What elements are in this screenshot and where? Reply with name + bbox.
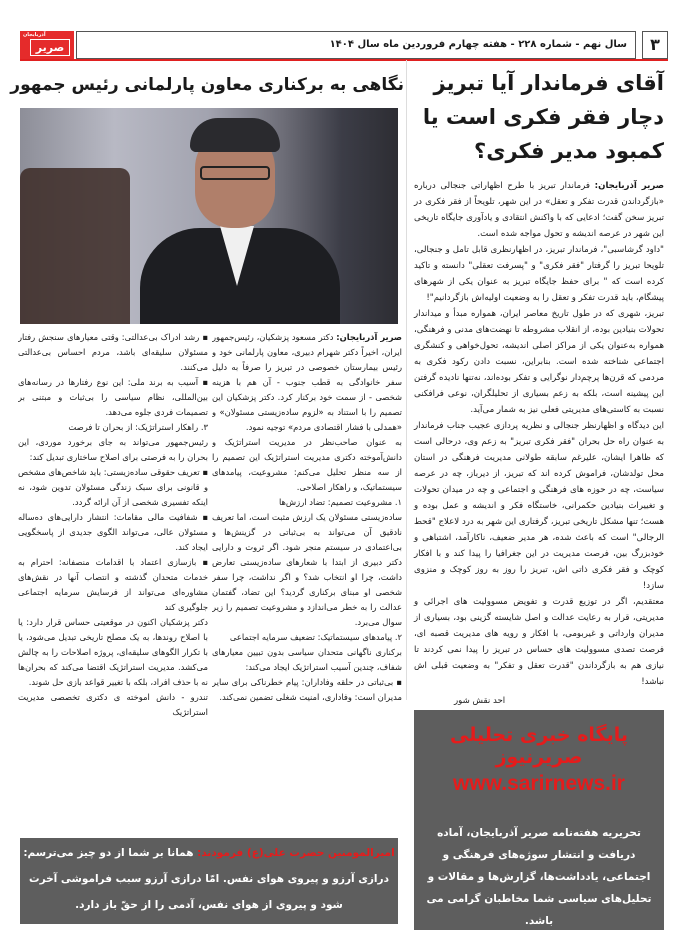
hair-shape: [190, 118, 280, 152]
logo-text: صریر: [30, 39, 70, 56]
paragraph: برکناری ناگهانی متحدان سیاسی بدون تبیین معیارهای شفاف، چندین آسیب استراتژیک ایجاد می‌کند:: [212, 647, 402, 672]
promo-title: پایگاه خبری تحلیلی صریرنیوز: [449, 724, 629, 768]
paragraph: به عنوان صاحب‌نظر در مدیریت استراتژیک و دانش‌آموخته دکتری مدیریت استراتژیک این تصمیم را از سه منظر تحلیل می‌کنم: مشروعیت، پیامدهای سیستماتیک، و راهکار اصلاحی.: [212, 437, 402, 492]
bullet-item: ▪ تعریف حقوقی ساده‌زیستی: باید شاخص‌های مشخص و قانونی برای سبک زندگی مسئولان تدوین شود، نه اینکه تفسیری شخصی از آن ارائه گردد.: [18, 467, 208, 507]
paragraph: تبریز، شهری که در طول تاریخ معاصر ایران، همواره مبدأ و میداندار تحولات بنیادین بوده، از انقلاب مشروطه تا نهضت‌های مدنی و فرهنگی، همواره به‌عنوان یکی از مراکز اصلی اندیشه، تحول‌خواهی و کنشگری اجتماعی شناخته شده است. بنابراین، نسبت دادن رکود فکری به مردمی که قرن‌ها پرچم‌دار نوگرایی و تفکر بوده‌اند، نه‌تنها نادیده گرفتن این پیشینه است، بلکه به زعم بسیاری از تحلیلگران، نوعی فرافکنی نسبت به کاستی‌های مدیریتی فعلی نیز به شمار می‌آید.: [414, 309, 664, 415]
quote-text: همانا بر شما از دو چیز می‌ترسم: درازی آرزو و پیروی هوای نفس. امّا درازی آرزو سبب فراموشی آخرت شود و پیروی از هوای نفس، آدمی را از حقّ باز دارد.: [23, 847, 389, 911]
bullet-item: ▪ آسیب به برند ملی: این نوع رفتارها در رسانه‌های بین‌المللی، نظام سیاسی را بی‌ثبات و مبتنی بر تصمیمات فردی جلوه می‌دهد.: [18, 377, 208, 417]
newspaper-logo: [20, 31, 74, 59]
issue-info: سال نهم - شماره ۲۲۸ - هفته چهارم فروردین ماه سال ۱۴۰۴: [76, 31, 636, 59]
page-header: [20, 31, 668, 61]
promo-box: [414, 710, 664, 930]
paragraph: فرماندار تبریز با طرح اظهاراتی جنجالی درباره «بازگرداندن قدرت تفکر و تعقل» در این شهر، تلویحاً از فقر فکری در تبریز سخن گفت؛ ادعایی که با واکنش انتقادی و یادآوری جایگاه تاریخی این شهر در عرصه اندیشه و تحول مواجه شده است.: [414, 181, 664, 239]
section-heading: ۱. مشروعیت تصمیم: تضاد ارزش‌ها: [278, 497, 402, 507]
paragraph: معتقدیم، اگر در توزیع قدرت و تفویض مسوولیت های اجرائی و مدیریتی، قرار به رعایت عدالت و اصل شایسته گزینی بود، بسیاری از مدیران وارداتی و غیربومی، با افکار و رویه های مدیریت قصبه ای، فرصت تصدی مسوولیت های حساس در تبریز را پیدا نمی کردند تا نیازی هم به بازگرداندن "قدرت تعقل و تفکر" به وضعیت قبلی اش نباشد!: [414, 597, 664, 687]
section-heading: ۳. راهکار استراتژیک: از بحران تا فرصت: [68, 422, 208, 432]
logo-subtext: آذربایجان: [23, 32, 46, 38]
paragraph: این دیدگاه و اظهارنظر جنجالی و نظریه پردازی عجیب جناب فرماندار به عنوان راه حل بحران "فقر فکری تبریز" به زعم وی، درحالی است که ظاهرا ایشان، علیرغم سابقه طولانی مدیریت فرهنگی در استان محل تولدشان، فراموش کرده اند که تبریز، از دیرباز، چه در عرصه سیاست، چه در حوزه های فرهنگی و اجتماعی و چه در میدان تحولات و تغییرات بنیادین حکمرانی، خاستگاه فکر و اندیشه و عمل بوده و هست؛ تنها مشکل تاریخی تبریز، گرفتاری این شهر به درد لاعلاج "قحط الرجالی" است که باعث شده، هر مدیر ضعیف، ناکارآمد، اشتباهی و خودبزرگ بین، فرصت مدیریت در این جغرافیا را پیدا کند و با افکار کوچک و فقر فکری ذاتی اش، تبریز را روز به روز کوچک و منزوی سازد!: [414, 421, 664, 591]
paragraph: "داود گرشاسبی"، فرماندار تبریز، در اظهارنظری قابل تامل و جنجالی، تلویحا تبریز را گرفتار "فقر فکری" و "پسرفت تعقلی" دانسته و تاکید کرده است که " برای حفظ جایگاه تبریز به عنوان یکی از شهرهای پیشگام، باید قدرت تفکر و تعقل را به وضعیت اولیه‌اش بازگردانیم"!: [414, 245, 664, 303]
paragraph: دکتر پزشکیان اکنون در موقعیتی حساس قرار دارد: یا با اصلاح روندها، به یک مصلح تاریخی تبدیل می‌شود، یا با تکرار الگوهای سلیقه‌ای، پروژه اصلاحات را به چالش می‌کشد. مدیریت استراتژیک اقتضا می‌کند که بحران‌ها نه با حذف افراد، بلکه با تغییر قواعد بازی حل شوند.: [18, 617, 208, 687]
quote-box: [20, 838, 398, 924]
paragraph: ساده‌زیستی مسئولان یک ارزش مثبت است، اما تعریف نادقیق آن می‌تواند به بی‌ثباتی در گزینش‌ها و بی‌اعتمادی در سیستم منجر شود. اگر ثروت و دارایی دکتر دبیری از ابتدا با شعارهای ساده‌زیستی تعارض داشت، چرا او انتخاب شد؟ و اگر نداشت، چرا سفر شخصی او مبنای برکناری گردید؟ این تضاد، گفتمان عدالت را به خطر می‌اندازد و مشروعیت تصمیم را زیر سوال می‌برد.: [212, 512, 402, 627]
bullet-item: ▪ رشد ادراک بی‌عدالتی: وقتی معیارهای سنجش رفتار مسئولان سلیقه‌ای باشد، مردم احساس بی‌عدالتی می‌کنند.: [18, 332, 208, 372]
author-name: احد نقش شور: [454, 696, 506, 706]
column-divider: [406, 60, 407, 700]
section-heading: ۲. پیامدهای سیستماتیک: تضعیف سرمایه اجتماعی: [229, 632, 402, 642]
promo-text: تحریریه هفته‌نامه صریر آذربایجان، آماده دریافت و انتشار سوژه‌های فرهنگی و اجتماعی، یادداشت‌ها، گزارش‌ها و مقالات و تحلیل‌های سیاسی شما مخاطبان گرامی می باشد.: [426, 827, 652, 927]
paragraph: دکتر مسعود پزشکیان، رئیس‌جمهور ایران، اخیراً دکتر شهرام دبیری، معاون پارلمانی خود و رئیس بیمارستان خصوصی در تبریز را صرفاً به دلیل سفر خانوادگی به قطب جنوب - آن هم با هزینه شخصی - از سمت خود برکنار کرد. دکتر پزشکیان این تصمیم را با استناد به «لزوم ساده‌زیستی مسئولان» و «همدلی با فشار اقتصادی مردم» توجیه نمود.: [212, 332, 402, 432]
page-number: ۳: [642, 31, 668, 59]
paragraph: رئیس‌جمهور می‌تواند به جای برخورد موردی، این بحران را به فرصتی برای اصلاح ساختاری تبدیل کند:: [18, 437, 208, 462]
bullet-item: ▪ شفافیت مالی مقامات: انتشار دارایی‌های ده‌ساله مسئولان عالی، می‌تواند الگوی جدیدی از پاسخگویی ایجاد کند.: [18, 512, 208, 552]
right-article-body: [414, 178, 664, 690]
chair-shape: [20, 168, 130, 324]
quote-label: امیرالمومنین حضرت علی(ع) فرمودند:: [197, 847, 395, 859]
lead-label: صریر آذربایجان:: [594, 181, 665, 191]
lead-label: صریر آذربایجان:: [336, 332, 402, 342]
promo-url-link[interactable]: www.sarirnews.ir: [453, 772, 625, 795]
author-line: تندرو - دانش اموخته ی دکتری تخصصی مدیریت استراتژیک: [18, 692, 208, 717]
bullet-item: ▪ بازسازی اعتماد با اقدامات منصفانه: احترام به خدمات متحدان گذشته و انتصاب آنها در نقش‌های مشاوره‌ای می‌تواند از فرسایش سرمایه اجتماعی جلوگیری کند: [18, 557, 208, 612]
right-article: [414, 66, 664, 706]
glasses-shape: [200, 166, 270, 180]
left-column: [18, 330, 208, 830]
bullet-item: ▪ بی‌ثباتی در حلقه وفاداران: پیام خطرناکی برای سایر مدیران است: وفاداری، امنیت شغلی تضمین نمی‌کند.: [212, 677, 402, 702]
right-article-title: آقای فرماندار آیا تبریز دچار فقر فکری است یا کمبود مدیر فکری؟: [422, 71, 664, 163]
left-article-title: نگاهی به برکناری معاون پارلمانی رئیس جمهور: [10, 75, 404, 95]
middle-column: [212, 330, 402, 830]
portrait-photo: [20, 108, 398, 324]
